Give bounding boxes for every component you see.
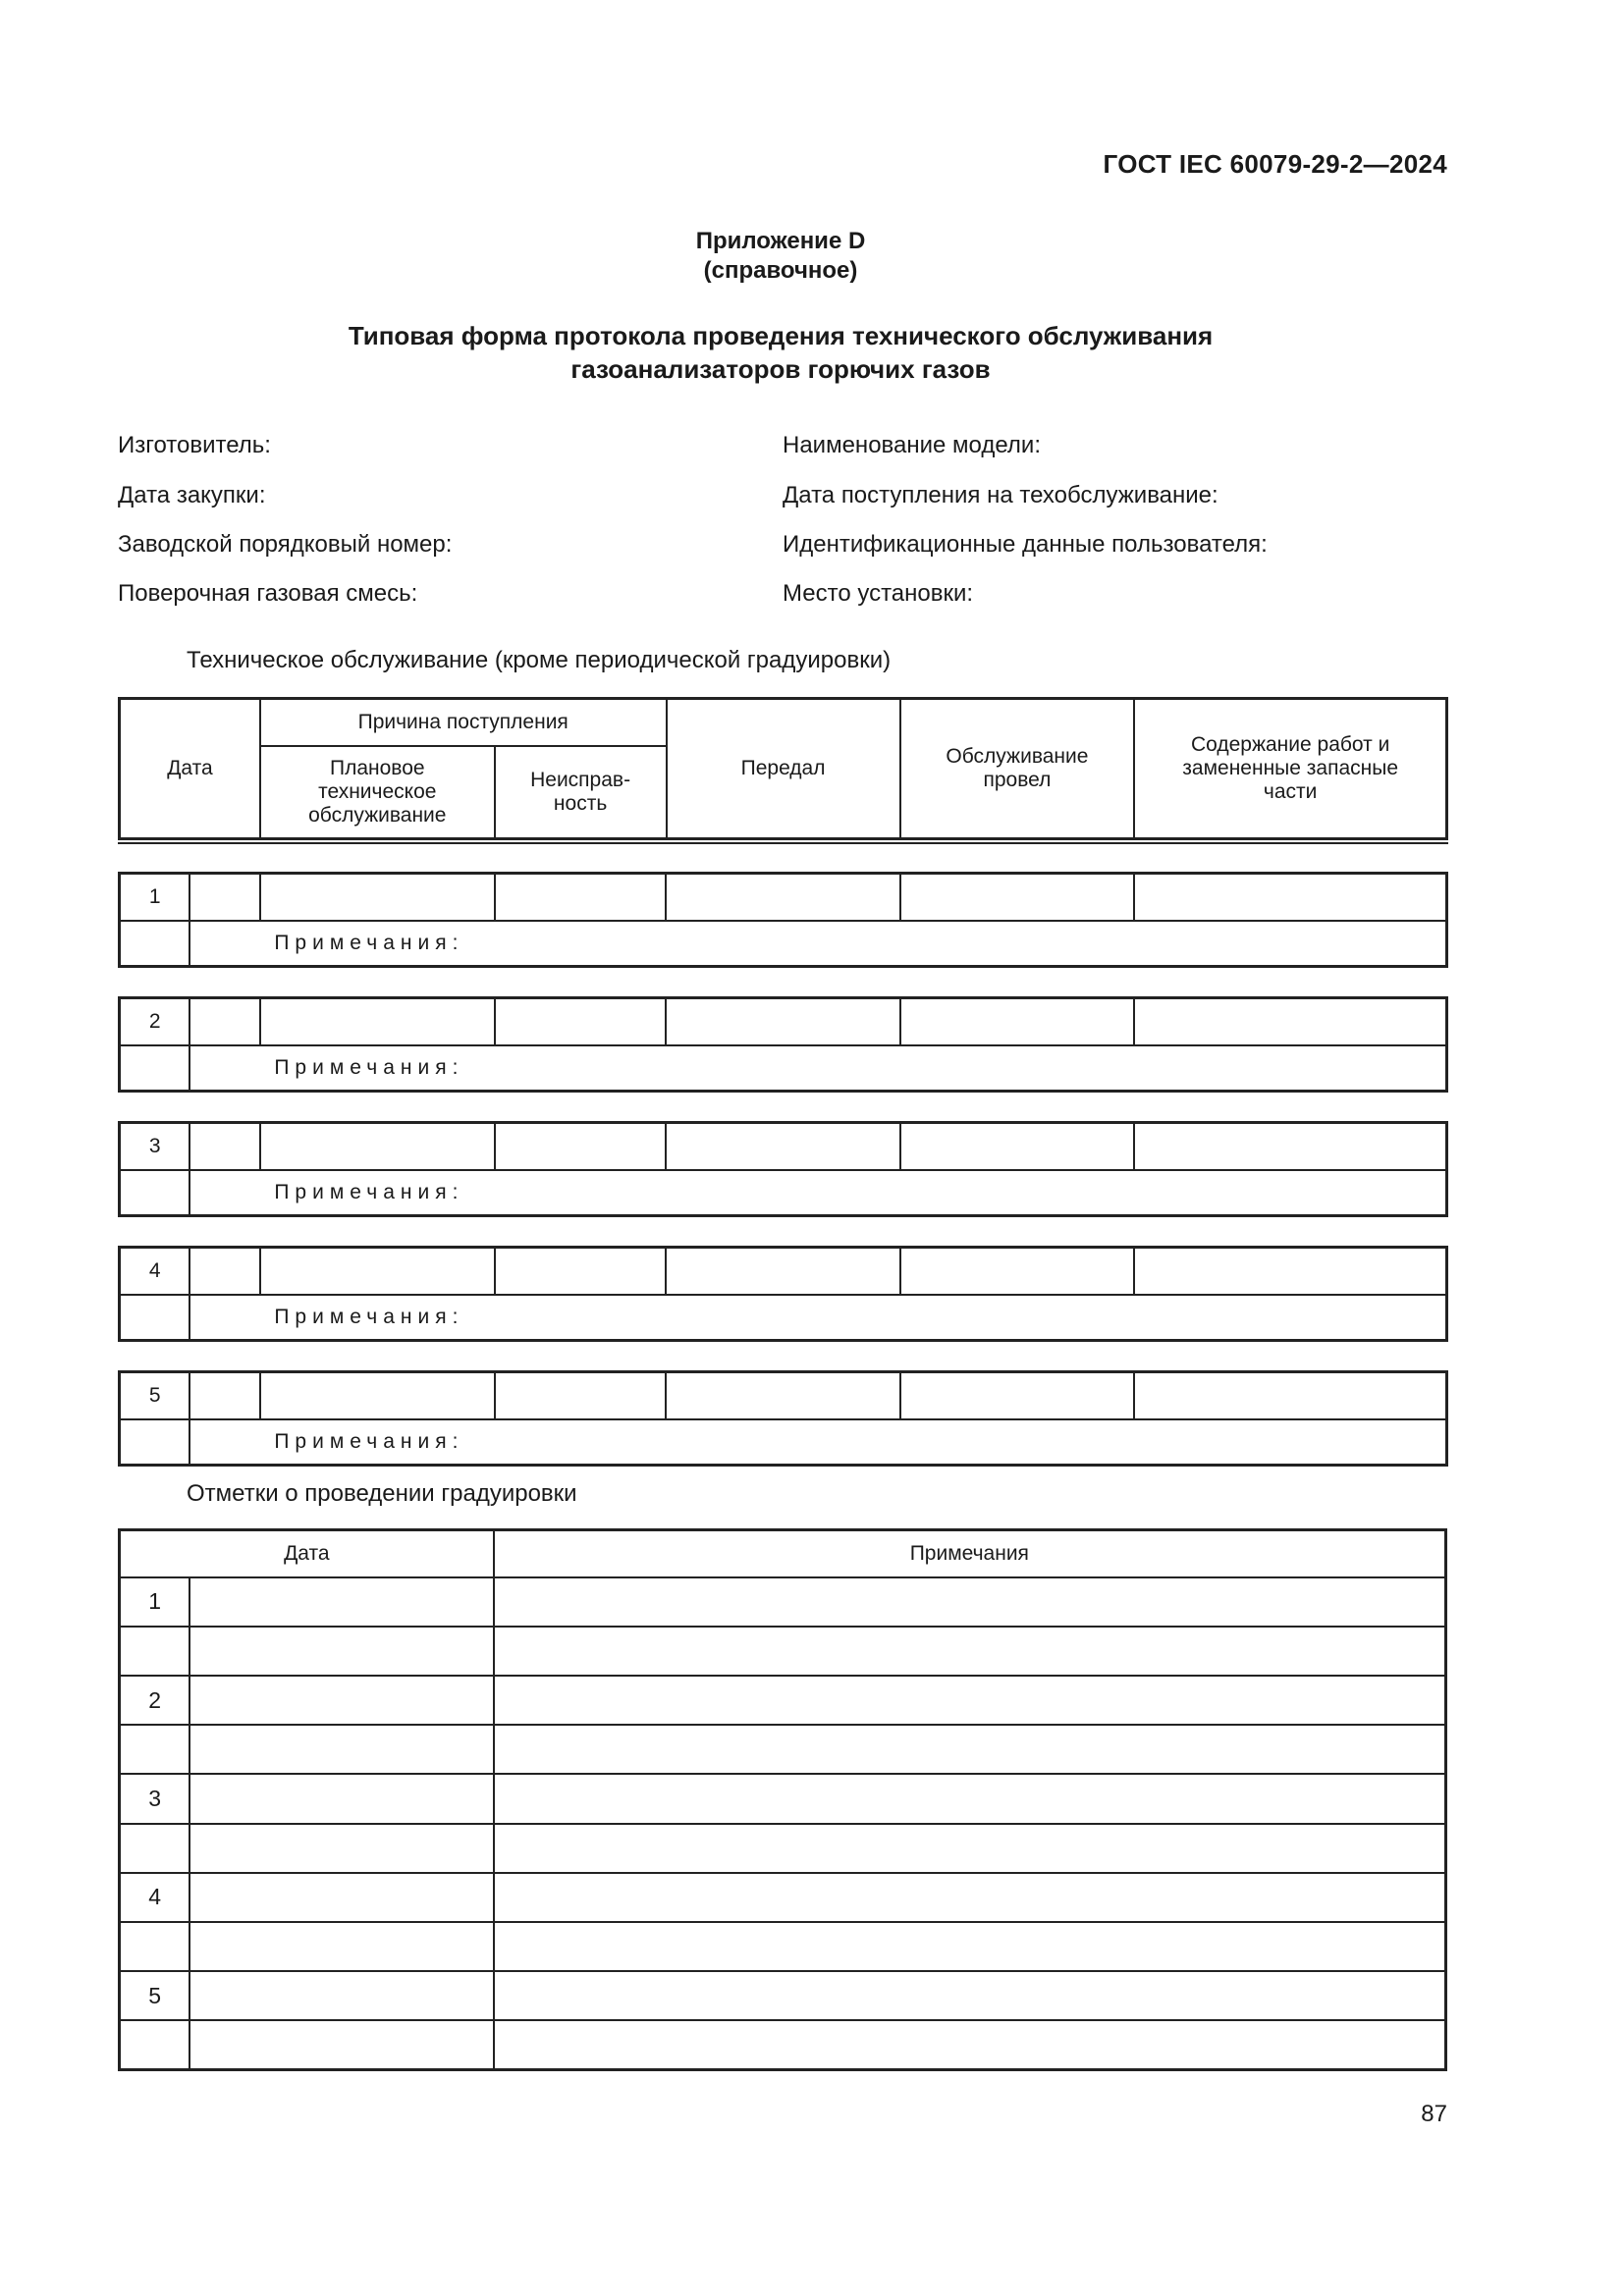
date-cell[interactable] — [189, 1248, 260, 1295]
notes-label: Примечания: — [189, 1170, 1446, 1216]
calibration-date-cell[interactable] — [189, 1774, 493, 1823]
entry-number: 5 — [120, 1372, 190, 1419]
annex-title: Приложение D — [695, 228, 866, 254]
fault-cell[interactable] — [495, 998, 667, 1045]
blank-cell — [120, 1824, 190, 1873]
field-service-receipt-date: Дата поступления на техобслуживание: — [783, 482, 1218, 508]
maintenance-entry-5 — [118, 1370, 1448, 1467]
fault-cell[interactable] — [495, 1372, 667, 1419]
calibration-date-cell[interactable] — [189, 1676, 493, 1725]
header-serviced: Обслуживание провел — [900, 699, 1135, 839]
standard-number: ГОСТ IEC 60079-29-2—2024 — [1103, 149, 1447, 179]
blank-cell — [120, 1419, 190, 1466]
blank-cell — [120, 1725, 190, 1774]
field-calibration-gas: Поверочная газовая смесь: — [118, 580, 418, 607]
date-cell[interactable] — [189, 998, 260, 1045]
calibration-header-notes: Примечания — [494, 1530, 1446, 1577]
calibration-date-cell[interactable] — [189, 1725, 493, 1774]
annex-subtitle: (справочное) — [703, 257, 858, 284]
entry-number: 4 — [120, 1248, 190, 1295]
calibration-date-cell[interactable] — [189, 1971, 493, 2020]
serviced-cell[interactable] — [900, 1123, 1134, 1170]
content-cell[interactable] — [1134, 1372, 1446, 1419]
notes-label: Примечания: — [189, 1419, 1446, 1466]
calibration-notes-cell[interactable] — [494, 1676, 1446, 1725]
planned-cell[interactable] — [260, 1372, 494, 1419]
header-content: Содержание работ и замененные запасные части — [1134, 699, 1446, 839]
notes-label: Примечания: — [189, 1045, 1446, 1092]
date-cell[interactable] — [189, 874, 260, 921]
calibration-number: 3 — [120, 1774, 190, 1823]
calibration-date-cell[interactable] — [189, 1873, 493, 1922]
calibration-notes-cell[interactable] — [494, 1922, 1446, 1971]
maintenance-header-table — [118, 697, 1448, 840]
calibration-date-cell[interactable] — [189, 1824, 493, 1873]
header-reason: Причина поступления — [260, 699, 667, 746]
header-handed: Передал — [667, 699, 900, 839]
calibration-section-title: Отметки о проведении градуировки — [187, 1480, 577, 1507]
calibration-number: 1 — [120, 1577, 190, 1627]
calibration-number: 4 — [120, 1873, 190, 1922]
field-serial-number: Заводской порядковый номер: — [118, 531, 453, 558]
field-purchase-date: Дата закупки: — [118, 482, 266, 508]
header-date: Дата — [120, 699, 260, 839]
calibration-date-cell[interactable] — [189, 1577, 493, 1627]
calibration-notes-cell[interactable] — [494, 1627, 1446, 1676]
serviced-cell[interactable] — [900, 1372, 1134, 1419]
field-user-id: Идентификационные данные пользователя: — [783, 531, 1268, 558]
handed-cell[interactable] — [666, 998, 899, 1045]
fault-cell[interactable] — [495, 1123, 667, 1170]
handed-cell[interactable] — [666, 874, 899, 921]
planned-cell[interactable] — [260, 998, 494, 1045]
blank-cell — [120, 1295, 190, 1341]
blank-cell — [120, 1922, 190, 1971]
field-model-name: Наименование модели: — [783, 432, 1041, 458]
calibration-number: 5 — [120, 1971, 190, 2020]
fault-cell[interactable] — [495, 874, 667, 921]
calibration-number: 2 — [120, 1676, 190, 1725]
entry-number: 3 — [120, 1123, 190, 1170]
date-cell[interactable] — [189, 1372, 260, 1419]
form-title-line-1: Типовая форма протокола проведения технического обслуживания — [348, 321, 1214, 350]
serviced-cell[interactable] — [900, 874, 1134, 921]
content-cell[interactable] — [1134, 1248, 1446, 1295]
entry-number: 1 — [120, 874, 190, 921]
planned-cell[interactable] — [260, 1123, 494, 1170]
page-number: 87 — [1421, 2101, 1447, 2127]
notes-label: Примечания: — [189, 1295, 1446, 1341]
calibration-date-cell[interactable] — [189, 2020, 493, 2069]
blank-cell — [120, 2020, 190, 2069]
maintenance-entry-3 — [118, 1121, 1448, 1217]
calibration-notes-cell[interactable] — [494, 1971, 1446, 2020]
blank-cell — [120, 1627, 190, 1676]
maintenance-entry-4 — [118, 1246, 1448, 1342]
field-manufacturer: Изготовитель: — [118, 432, 271, 458]
content-cell[interactable] — [1134, 998, 1446, 1045]
serviced-cell[interactable] — [900, 1248, 1134, 1295]
field-installation-site: Место установки: — [783, 580, 974, 607]
calibration-header-date: Дата — [120, 1530, 494, 1577]
content-cell[interactable] — [1134, 874, 1446, 921]
calibration-notes-cell[interactable] — [494, 2020, 1446, 2069]
header-planned: Плановое техническое обслуживание — [260, 746, 495, 839]
maintenance-entry-1 — [118, 872, 1448, 968]
maintenance-section-title: Техническое обслуживание (кроме периодической градуировки) — [187, 647, 892, 673]
blank-cell — [120, 1170, 190, 1216]
content-cell[interactable] — [1134, 1123, 1446, 1170]
calibration-table — [118, 1528, 1447, 2071]
calibration-notes-cell[interactable] — [494, 1725, 1446, 1774]
serviced-cell[interactable] — [900, 998, 1134, 1045]
calibration-notes-cell[interactable] — [494, 1774, 1446, 1823]
calibration-notes-cell[interactable] — [494, 1873, 1446, 1922]
handed-cell[interactable] — [666, 1248, 899, 1295]
date-cell[interactable] — [189, 1123, 260, 1170]
handed-cell[interactable] — [666, 1123, 899, 1170]
planned-cell[interactable] — [260, 874, 494, 921]
fault-cell[interactable] — [495, 1248, 667, 1295]
form-title-line-2: газоанализаторов горючих газов — [570, 354, 991, 384]
notes-label: Примечания: — [189, 921, 1446, 967]
entry-number: 2 — [120, 998, 190, 1045]
blank-cell — [120, 1045, 190, 1092]
blank-cell — [120, 921, 190, 967]
calibration-notes-cell[interactable] — [494, 1577, 1446, 1627]
calibration-date-cell[interactable] — [189, 1922, 493, 1971]
calibration-notes-cell[interactable] — [494, 1824, 1446, 1873]
handed-cell[interactable] — [666, 1372, 899, 1419]
maintenance-entry-2 — [118, 996, 1448, 1093]
calibration-date-cell[interactable] — [189, 1627, 493, 1676]
planned-cell[interactable] — [260, 1248, 494, 1295]
header-double-rule — [118, 842, 1448, 844]
header-fault: Неисправ-ность — [495, 746, 667, 839]
